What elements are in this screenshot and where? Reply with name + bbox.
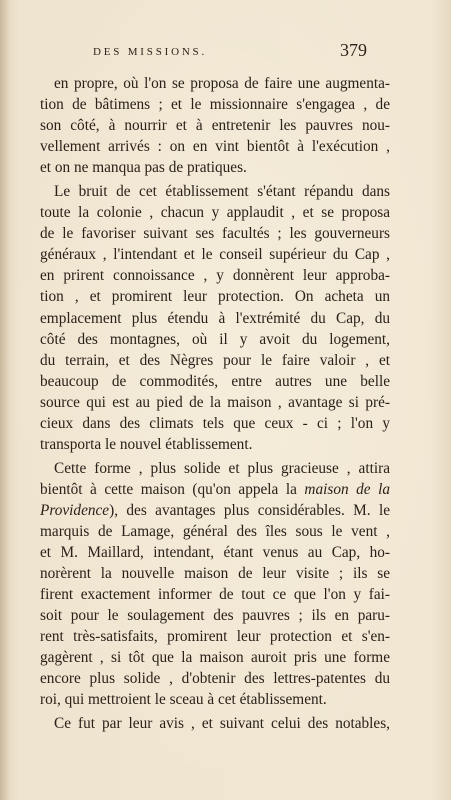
paragraph <box>40 73 390 178</box>
paragraph <box>40 713 390 734</box>
text-line: firent exactement informer de tout ce que l'on y fai- <box>40 586 390 604</box>
text-line: marquis de Lamage, général des îles sous le vent , <box>40 522 390 540</box>
text-line: Ce fut par leur avis , et suivant celui des notables, <box>54 715 390 733</box>
page-gutter-shadow <box>0 0 10 800</box>
text-line: beaucoup de commodités, entre autres une belle <box>40 372 390 390</box>
text-line: Providence), des avantages plus considérables. M. le <box>40 501 390 519</box>
text-line: et M. Maillard, intendant, étant venus au Cap, ho- <box>40 544 390 562</box>
text-line: en propre, où l'on se proposa de faire une augmenta- <box>54 75 390 92</box>
body-text <box>40 73 390 734</box>
text-line: tion , et promirent leur protection. On acheta un <box>40 288 390 306</box>
page-number: 379 <box>340 40 367 60</box>
text-line: Cette forme , plus solide et plus gracieuse , attira <box>54 459 390 477</box>
italic-phrase: Providence <box>40 501 110 519</box>
text-line: vellement arrivés : on en vint bientôt à l'exécution , <box>40 138 390 156</box>
text-line: gagèrent , si tôt que la maison auroit pris une forme <box>40 649 390 667</box>
text-line: en prirent connoissance , y donnèrent leur approba- <box>40 267 390 285</box>
text-line: bientôt à cette maison (qu'on appela la maison de la <box>40 480 391 498</box>
text-line: et on ne manqua pas de pratiques. <box>40 159 247 177</box>
text-line: de le favoriser suivant ses facultés ; les gouverneurs <box>40 225 390 243</box>
text-line: toute la colonie , chacun y applaudit , et se proposa <box>40 204 390 222</box>
running-head-title: DES MISSIONS. <box>93 46 208 58</box>
text-line: source qui est au pied de la maison , avantage si pré- <box>40 393 390 411</box>
text-line: tion de bâtimens ; et le missionnaire s'engagea , de <box>40 96 390 114</box>
text-line: son côté, à nourrir et à entretenir les pauvres nou- <box>40 117 390 135</box>
paragraph <box>40 181 390 455</box>
text-line: côté des montagnes, où il y avoit du logement, <box>40 330 390 348</box>
text-line: rent très-satisfaits, promirent leur protection et s'en- <box>40 628 390 646</box>
text-line: norèrent la nouvelle maison de leur visite ; ils se <box>40 565 390 583</box>
text-line: emplacement plus étendu à l'extrémité du Cap, du <box>40 309 390 327</box>
text-line: soit pour le soulagement des pauvres ; ils en paru- <box>40 607 390 625</box>
text-line: cieux dans des climats tels que ceux - ci ; l'on y <box>40 414 390 432</box>
running-head <box>0 40 451 64</box>
text-line: Le bruit de cet établissement s'étant répandu dans <box>54 183 390 201</box>
italic-phrase: maison de la <box>304 480 391 498</box>
text-line: transporta le nouvel établissement. <box>40 435 253 453</box>
text-line: généraux , l'intendant et le conseil supérieur du Cap , <box>40 246 390 264</box>
paragraph <box>40 458 390 711</box>
text-line: du terrain, et des Nègres pour le faire valoir , et <box>40 351 390 369</box>
text-line: roi, qui mettroient le sceau à cet établissement. <box>40 691 327 709</box>
text-line: encore plus solide , d'obtenir des lettres-patentes du <box>40 670 390 688</box>
